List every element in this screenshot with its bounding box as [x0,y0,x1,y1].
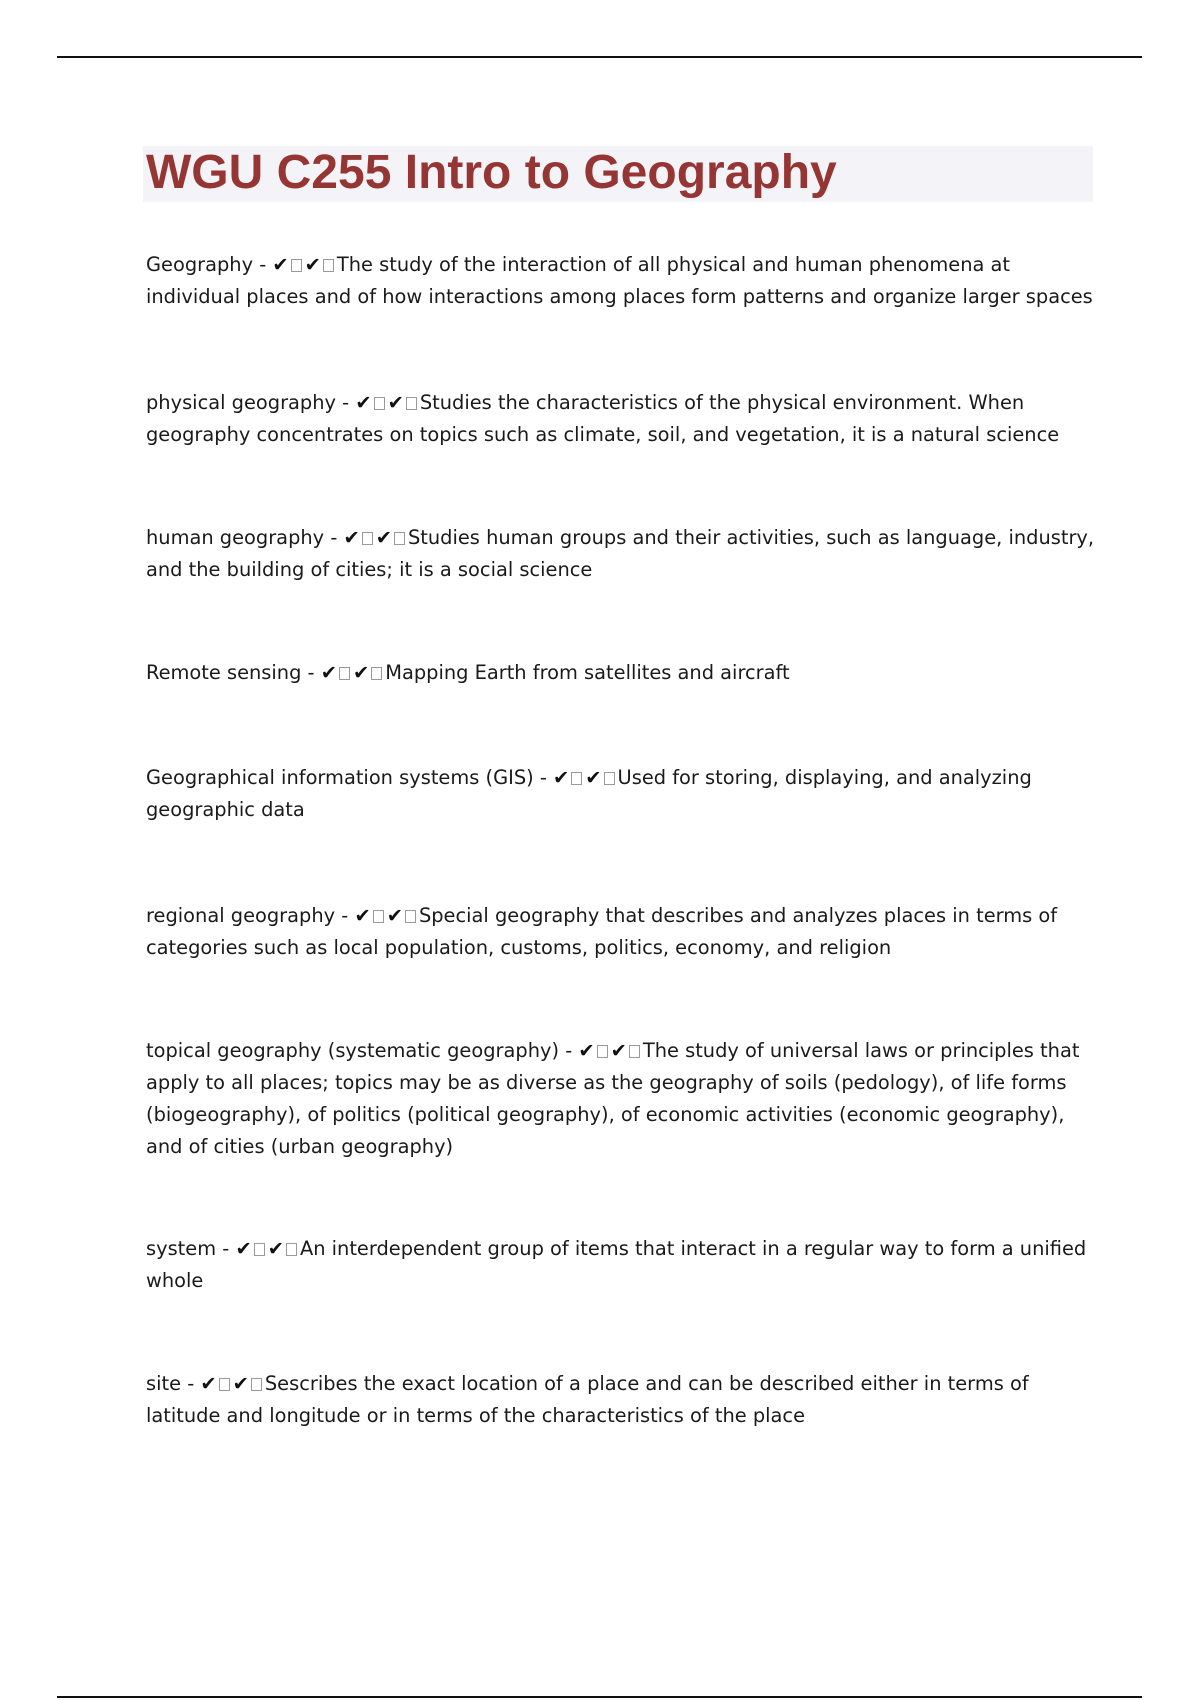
term: Geography [146,253,254,276]
check-icon: ✔ [272,253,289,276]
check-icon: ✔ [386,904,403,927]
check-icon: ✔ [200,1372,217,1395]
check-icon: ✔ [610,1039,627,1062]
list-item [146,1035,1096,1163]
definition: Studies human groups and their activities, such as language, industry, and the building of cities; it is a social science [146,526,1095,581]
check-icon: ✔ [235,1237,252,1260]
separator: - [324,526,344,549]
definition: An interdependent group of items that interact in a regular way to form a unified whole [146,1237,1087,1292]
check-icon: ✔ [578,1039,595,1062]
list-item [146,1368,1096,1432]
definition: The study of universal laws or principles that apply to all places; topics may be as diverse as the geography of soils (pedology), of life forms (biogeography), of politics (political geography), of economic activities (economic geography), and of cities (urban geography) [146,1039,1080,1158]
separator: - [216,1237,236,1260]
definition: Sescribes the exact location of a place and can be described either in terms of latitude and longitude or in terms of the characteristics of the place [146,1372,1029,1427]
separator: - [335,904,355,927]
box-icon [251,1378,262,1391]
top-rule [57,56,1142,58]
term: topical geography (systematic geography) [146,1039,560,1062]
separator: - [533,766,554,789]
list-item [146,522,1096,586]
separator: - [253,253,273,276]
term: regional geography [146,904,336,927]
list-item [146,249,1096,313]
check-icon: ✔ [355,391,372,414]
box-icon [291,259,302,272]
box-icon [604,772,615,785]
box-icon [629,1045,640,1058]
term: system [146,1237,217,1260]
definition: Mapping Earth from satellites and aircraft [385,661,790,684]
box-icon [394,532,405,545]
term: human geography [146,526,325,549]
definition: Special geography that describes and analyzes places in terms of categories such as local population, customs, politics, economy, and religion [146,904,1058,959]
definition: Used for storing, displaying, and analyzing geographic data [146,766,1032,821]
box-icon [323,259,334,272]
term: Geographical information systems (GIS) [146,766,534,789]
check-icon: ✔ [232,1372,249,1395]
box-icon [362,532,373,545]
box-icon [373,910,384,923]
list-item [146,762,1096,826]
check-icon: ✔ [304,253,321,276]
box-icon [219,1378,230,1391]
box-icon [597,1045,608,1058]
box-icon [571,772,582,785]
list-item [146,900,1096,964]
separator: - [301,661,321,684]
check-icon: ✔ [375,526,392,549]
check-icon: ✔ [343,526,360,549]
list-item [146,657,1096,689]
box-icon [405,910,416,923]
box-icon [371,667,382,680]
definition: Studies the characteristics of the physical environment. When geography concentrates on topics such as climate, soil, and vegetation, it is a natural science [146,391,1060,446]
box-icon [286,1243,297,1256]
separator: - [181,1372,201,1395]
check-icon: ✔ [267,1237,284,1260]
check-icon: ✔ [354,904,371,927]
list-item [146,387,1096,451]
check-icon: ✔ [387,391,404,414]
term: Remote sensing [146,661,302,684]
separator: - [336,391,356,414]
check-icon: ✔ [585,766,602,789]
box-icon [406,397,417,410]
check-icon: ✔ [352,661,370,684]
box-icon [374,397,385,410]
term: physical geography [146,391,336,414]
list-item [146,1233,1096,1297]
check-icon: ✔ [553,766,570,789]
page-title: WGU C255 Intro to Geography [146,146,837,199]
term: site [146,1372,182,1395]
check-icon: ✔ [320,661,337,684]
bottom-rule [57,1696,1142,1698]
box-icon [254,1243,265,1256]
box-icon [339,667,350,680]
separator: - [559,1039,579,1062]
definition: The study of the interaction of all physical and human phenomena at individual places and of how interactions among places form patterns and organize larger spaces [146,253,1093,308]
